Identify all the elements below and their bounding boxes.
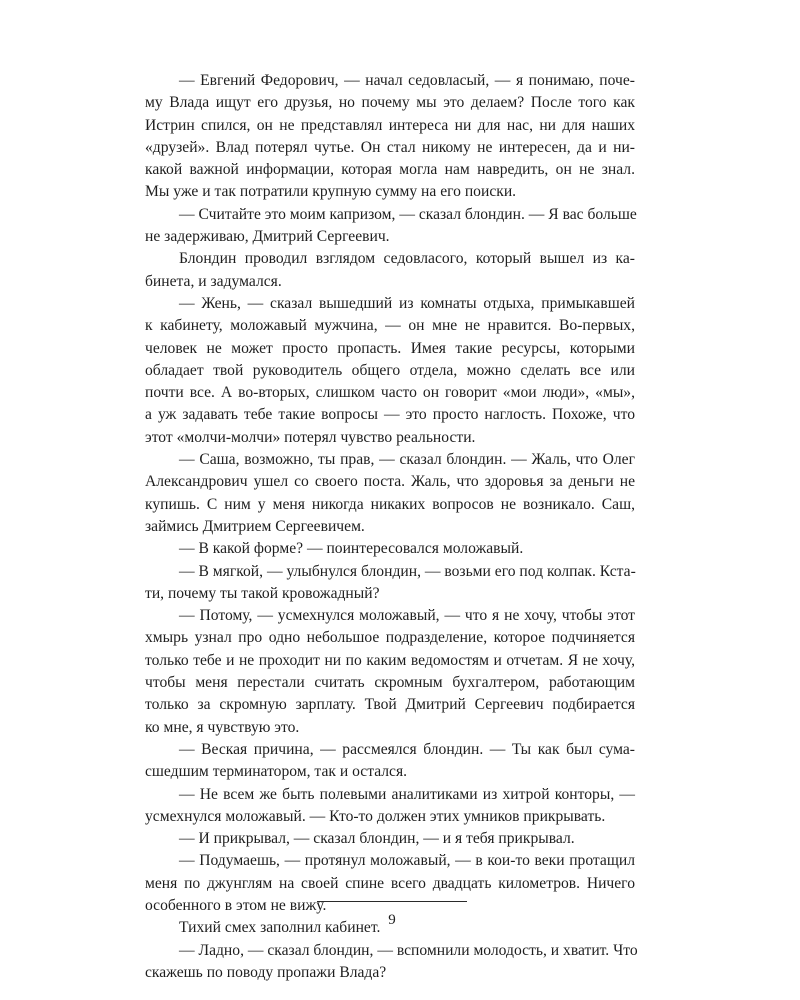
text-line: усмехнулся моложавый. — Кто-то должен этих умников прикрывать. xyxy=(145,807,606,825)
text-line: займись Дмитрием Сергеевичем. xyxy=(145,517,365,535)
text-line: Александрович ушел со своего поста. Жаль, что здоровья за деньги не xyxy=(145,473,635,491)
text-line: Блондин проводил взглядом седовласого, который вышел из ка- xyxy=(179,250,635,268)
text-line: купишь. С ним у меня никогда никаких вопросов не возникало. Саш, xyxy=(145,495,635,513)
text-line: меня по джунглям на своей спине всего двадцать километров. Ничего xyxy=(145,874,635,892)
text-line: Истрин спился, он не представлял интереса ни для нас, ни для наших xyxy=(145,116,635,134)
text-line: человек не может просто пропасть. Имея такие ресурсы, которыми xyxy=(145,339,635,357)
text-line: — В какой форме? — поинтересовался моложавый. xyxy=(179,540,524,558)
text-line: особенного в этом не вижу. xyxy=(145,896,327,914)
text-line: — Подумаешь, — протянул моложавый, — в кои-то веки протащил xyxy=(179,852,635,870)
text-line: чтобы меня перестали считать скромным бухгалтером, работающим xyxy=(145,674,635,692)
text-line: скажешь по поводу пропажи Влада? xyxy=(145,963,387,981)
text-line: — Считайте это моим капризом, — сказал блондин. — Я вас больше xyxy=(179,205,637,223)
text-line: му Влада ищут его друзья, но почему мы это делаем? После того как xyxy=(145,94,635,112)
text-line: бинета, и задумался. xyxy=(145,272,282,290)
text-line: почти все. А во-вторых, слишком часто он говорит «мои люди», «мы», xyxy=(145,384,635,402)
page-text-body xyxy=(145,70,638,984)
text-line: — Евгений Федорович, — начал седовласый, — я понимаю, поче- xyxy=(179,72,635,89)
page-number: 9 xyxy=(388,912,396,928)
text-line: — Ладно, — сказал блондин, — вспомнили молодость, и хватит. Что xyxy=(179,941,638,959)
text-line: ти, почему ты такой кровожадный? xyxy=(145,584,380,602)
text-line: — Жень, — сказал вышедший из комнаты отдыха, примыкавшей xyxy=(179,294,635,312)
text-line: — Саша, возможно, ты прав, — сказал блондин. — Жаль, что Олег xyxy=(179,451,635,469)
text-line: — Потому, — усмехнулся моложавый, — что я не хочу, чтобы этот xyxy=(179,607,635,625)
text-line: этот «молчи-молчи» потерял чувство реальности. xyxy=(145,428,476,446)
text-line: Мы уже и так потратили крупную сумму на его поиски. xyxy=(145,183,517,201)
text-line: — В мягкой, — улыбнулся блондин, — возьми его под колпак. Кста- xyxy=(179,562,636,580)
text-line: — Не всем же быть полевыми аналитиками из хитрой конторы, — xyxy=(179,785,635,803)
text-line: не задерживаю, Дмитрий Сергеевич. xyxy=(145,228,390,246)
text-line: только тебе и не проходит ни по каким ведомостям и отчетам. Я не хочу, xyxy=(145,651,635,669)
text-line: сшедшим терминатором, так и остался. xyxy=(145,763,408,781)
text-line: только за скромную зарплату. Твой Дмитрий Сергеевич подбирается xyxy=(145,696,635,714)
footer-rule xyxy=(317,901,467,902)
text-line: к кабинету, моложавый мужчина, — он мне не нравится. Во-первых, xyxy=(145,317,635,335)
text-line: какой важной информации, которая могла нам навредить, он не знал. xyxy=(145,161,635,179)
text-line: хмырь узнал про одно небольшое подразделение, которое подчиняется xyxy=(145,629,635,647)
text-line: а уж задавать тебе такие вопросы — это просто наглость. Похоже, что xyxy=(145,406,635,424)
text-line: — И прикрывал, — сказал блондин, — и я тебя прикрывал. xyxy=(179,830,575,848)
text-line: — Веская причина, — рассмеялся блондин. — Ты как был сума- xyxy=(179,740,635,758)
text-line: «друзей». Влад потерял чутье. Он стал никому не интересен, да и ни- xyxy=(145,138,635,156)
text-line: ко мне, я чувствую это. xyxy=(145,718,300,736)
text-line: обладает твой руководитель общего отдела, можно сделать все или xyxy=(145,361,635,379)
text-line: Тихий смех заполнил кабинет. xyxy=(179,919,381,937)
